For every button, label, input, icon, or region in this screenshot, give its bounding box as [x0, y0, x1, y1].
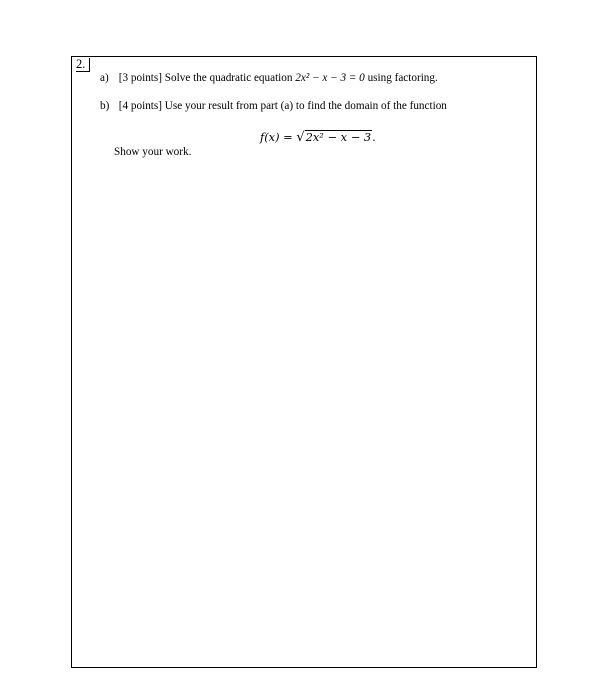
part-a-text-suffix: using factoring. [367, 72, 438, 84]
answer-box [71, 56, 537, 668]
part-b-text: Use your result from part (a) to find the domain of the function [164, 100, 447, 112]
part-a [100, 71, 438, 85]
instruction-text: Show your work. [114, 146, 192, 158]
part-b-label: b) [100, 100, 110, 112]
function-formula [260, 129, 376, 146]
part-a-text-prefix: Solve the quadratic equation [164, 72, 293, 84]
radical-sign: √ [296, 130, 305, 145]
part-b [100, 99, 447, 113]
part-a-points: [3 points] [118, 72, 162, 84]
formula-radicand: 2x² − x − 3 [305, 130, 372, 144]
part-a-equation: 2x² − x − 3 = 0 [295, 72, 365, 84]
square-root [296, 129, 372, 146]
part-a-label: a) [100, 72, 109, 84]
formula-lhs: f(x) = [260, 130, 293, 144]
question-number: 2. [76, 58, 90, 72]
formula-end: . [372, 130, 376, 144]
part-b-points: [4 points] [118, 100, 162, 112]
